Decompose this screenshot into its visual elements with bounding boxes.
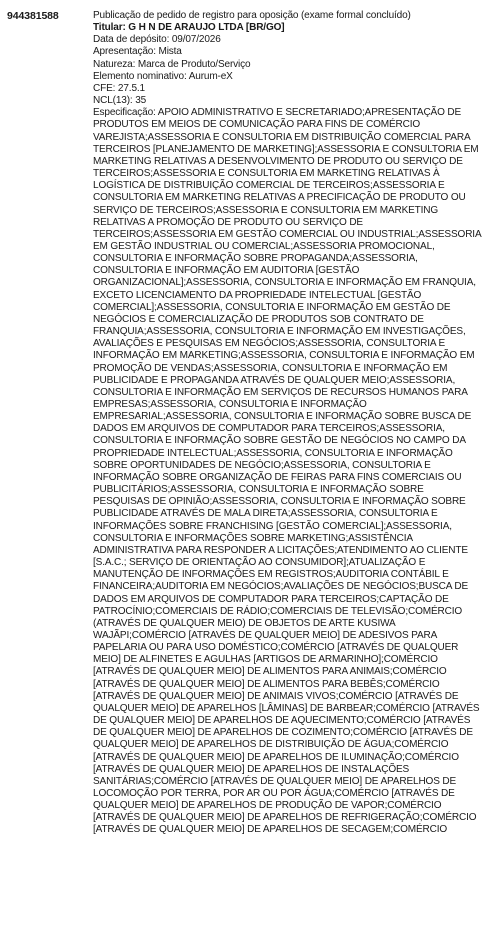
specification-line: PATROCÍNIO;COMERCIAIS DE RÁDIO;COMERCIAIS DE TELEVISÃO;COMÉRCIO (93, 605, 463, 617)
specification-line: EM GESTÃO INDUSTRIAL OU COMERCIAL;ASSESSORIA PROMOCIONAL, (93, 240, 435, 252)
cfe-code: CFE: 27.5.1 (93, 82, 145, 94)
specification-line: [S.A.C.; SERVIÇO DE ORIENTAÇÃO AO CONSUMIDOR];ATUALIZAÇÃO E (93, 557, 426, 569)
specification-line: TERCEIROS;ASSESSORIA EM GESTÃO COMERCIAL OU INDUSTRIAL;ASSESSORIA (93, 228, 482, 240)
specification-line: [ATRAVÉS DE QUALQUER MEIO] DE APARELHOS DE ILUMINAÇÃO;COMÉRCIO (93, 751, 459, 763)
process-number: 944381588 (7, 10, 59, 22)
specification-line: FINANCEIRA;AUDITORIA EM NEGÓCIOS;AVALIAÇÕES DE NEGÓCIOS;BUSCA DE (93, 581, 469, 593)
specification-line: QUALQUER MEIO] DE APARELHOS [LÂMINAS] DE BARBEAR;COMÉRCIO [ATRAVÉS (93, 702, 480, 714)
specification-line: TERCEIROS [PLANEJAMENTO DE MARKETING];ASSESSORIA E CONSULTORIA EM (93, 143, 479, 155)
specification-line: CONSULTORIA E INFORMAÇÕES SOBRE MARKETING;ASSISTÊNCIA (93, 532, 413, 544)
specification-text (93, 107, 487, 836)
specification-line: FRANQUIA;ASSESSORIA, CONSULTORIA E INFORMAÇÃO EM INVESTIGAÇÕES, (93, 326, 466, 338)
specification-line: TERCEIROS;ASSESSORIA E CONSULTORIA EM MARKETING RELATIVAS À (93, 168, 440, 180)
specification-line: CONSULTORIA E INFORMAÇÃO SOBRE PROPAGANDA;ASSESSORIA, (93, 253, 418, 265)
ncl-class: NCL(13): 35 (93, 95, 147, 107)
specification-line: [ATRAVÉS DE QUALQUER MEIO] DE ALIMENTOS PARA BEBÊS;COMÉRCIO (93, 678, 440, 690)
specification-line: ORGANIZACIONAL];ASSESSORIA, CONSULTORIA E INFORMAÇÃO EM FRANQUIA, (93, 277, 476, 289)
publication-entry (93, 10, 487, 837)
specification-line: DADOS EM ARQUIVOS DE COMPUTADOR PARA TERCEIROS;CAPTAÇÃO DE (93, 593, 449, 605)
despacho-text: Publicação de pedido de registro para oposição (exame formal concluído) (93, 10, 411, 21)
specification-line: [ATRAVÉS DE QUALQUER MEIO] DE ANIMAIS VIVOS;COMÉRCIO [ATRAVÉS DE (93, 690, 459, 702)
specification-line: MEIO] DE ALFINETES E AGULHAS [ARTIGOS DE ARMARINHO];COMÉRCIO (93, 654, 438, 666)
specification-line: EXCETO LICENCIAMENTO DA PROPRIEDADE INTELECTUAL [GESTÃO (93, 289, 422, 301)
specification-line: WAJÃPI;COMÉRCIO [ATRAVÉS DE QUALQUER MEIO] DE ADESIVOS PARA (93, 629, 438, 641)
specification-line: MANUTENÇÃO DE INFORMAÇÕES EM REGISTROS;AUDITORIA CONTÁBIL E (93, 569, 449, 581)
specification-line: SANITÁRIAS;COMÉRCIO [ATRAVÉS DE QUALQUER MEIO] DE APARELHOS DE (93, 775, 457, 787)
specification-line: CONSULTORIA E INFORMAÇÃO SOBRE GESTÃO DE NEGÓCIOS NO CAMPO DA (93, 435, 466, 447)
mark-nature: Natureza: Marca de Produto/Serviço (93, 58, 251, 70)
specification-line: PUBLICITÁRIOS;ASSESSORIA, CONSULTORIA E INFORMAÇÃO SOBRE (93, 484, 424, 496)
specification-line: SERVIÇO DE TERCEIROS;ASSESSORIA E CONSULTORIA EM MARKETING (93, 204, 439, 216)
specification-line: INFORMAÇÕES SOBRE FRANCHISING [GESTÃO COMERCIAL];ASSESSORIA, (93, 520, 452, 532)
specification-line: [ATRAVÉS DE QUALQUER MEIO] DE APARELHOS DE REFRIGERAÇÃO;COMÉRCIO (93, 812, 477, 824)
specification-line: PROPRIEDADE INTELECTUAL;ASSESSORIA, CONSULTORIA E INFORMAÇÃO (93, 447, 453, 459)
specification-line: PESQUISAS DE OPINIÃO;ASSESSORIA, CONSULTORIA E INFORMAÇÃO SOBRE (93, 496, 466, 508)
deposit-date: Data de depósito: 09/07/2026 (93, 34, 221, 46)
specification-line: PROMOÇÃO DE VENDAS;ASSESSORIA, CONSULTORIA E INFORMAÇÃO EM (93, 362, 448, 374)
specification-line: DE QUALQUER MEIO] DE APARELHOS DE AQUECIMENTO;COMÉRCIO [ATRAVÉS (93, 715, 471, 727)
specification-line: VAREJISTA;ASSESSORIA E CONSULTORIA EM DISTRIBUIÇÃO COMERCIAL PARA (93, 131, 471, 143)
specification-line: ADMINISTRATIVA PARA RESPONDER A LICITAÇÕES;ATENDIMENTO AO CLIENTE (93, 544, 468, 556)
specification-line: PAPELARIA OU PARA USO DOMÉSTICO;COMÉRCIO [ATRAVÉS DE QUALQUER (93, 642, 459, 654)
specification-line: EMPRESARIAL;ASSESSORIA, CONSULTORIA E INFORMAÇÃO SOBRE BUSCA DE (93, 411, 472, 423)
specification-line: PRODUTOS EM MEIOS DE COMUNICAÇÃO PARA FINS DE COMÉRCIO (93, 119, 421, 131)
specification-line: (ATRAVÉS DE QUALQUER MEIO) DE OBJETOS DE ARTE KUSIWA (93, 617, 396, 629)
specification-line: Especificação: APOIO ADMINISTRATIVO E SECRETARIADO;APRESENTAÇÃO DE (93, 107, 462, 119)
specification-line: SOBRE OPORTUNIDADES DE NEGÓCIO;ASSESSORIA, CONSULTORIA E (93, 459, 431, 471)
titular-text: Titular: G H N DE ARAUJO LTDA [BR/GO] (93, 22, 285, 34)
specification-line: EMPRESAS;ASSESSORIA, CONSULTORIA E INFORMAÇÃO (93, 399, 367, 410)
specification-line: CONSULTORIA E INFORMAÇÃO EM AUDITORIA [GESTÃO (93, 265, 360, 277)
specification-line: DE QUALQUER MEIO] DE APARELHOS DE COZIMENTO;COMÉRCIO [ATRAVÉS DE (93, 727, 473, 739)
specification-line: LOGÍSTICA DE DISTRIBUIÇÃO COMERCIAL DE TERCEIROS;ASSESSORIA E (93, 180, 445, 192)
specification-line: CONSULTORIA EM MARKETING RELATIVAS A PRECIFICAÇÃO DE PRODUTO OU (93, 192, 466, 204)
specification-line: INFORMAÇÃO SOBRE ORGANIZAÇÃO DE FEIRAS PARA FINS COMERCIAIS OU (93, 471, 462, 483)
specification-line: [ATRAVÉS DE QUALQUER MEIO] DE APARELHOS DE INSTALAÇÕES (93, 763, 410, 775)
specification-line: LOCOMOÇÃO POR TERRA, POR AR OU POR ÁGUA;COMÉRCIO [ATRAVÉS DE (93, 788, 455, 799)
specification-line: QUALQUER MEIO] DE APARELHOS DE PRODUÇÃO DE VAPOR;COMÉRCIO (93, 800, 442, 812)
specification-line: INFORMAÇÃO EM MARKETING;ASSESSORIA, CONSULTORIA E INFORMAÇÃO EM (93, 350, 475, 362)
specification-line: NEGÓCIOS E COMERCIALIZAÇÃO DE PRODUTOS SOB CONTRATO DE (93, 313, 424, 325)
specification-line: [ATRAVÉS DE QUALQUER MEIO] DE ALIMENTOS PARA ANIMAIS;COMÉRCIO (93, 666, 447, 678)
specification-line: [ATRAVÉS DE QUALQUER MEIO] DE APARELHOS DE SECAGEM;COMÉRCIO (93, 824, 448, 836)
specification-line: RELATIVAS A PROMOÇÃO DE PRODUTO OU SERVIÇO DE (93, 216, 363, 228)
presentation-type: Apresentação: Mista (93, 46, 182, 58)
specification-line: MARKETING RELATIVAS A DESENVOLVIMENTO DE PRODUTO OU SERVIÇO DE (93, 155, 463, 167)
specification-line: DADOS EM ARQUIVOS DE COMPUTADOR PARA TERCEIROS;ASSESSORIA, (93, 423, 445, 435)
specification-line: AVALIAÇÕES E PESQUISAS EM NEGÓCIOS;ASSESSORIA, CONSULTORIA E (93, 338, 446, 350)
nominative-element: Elemento nominativo: Aurum-eX (93, 70, 233, 82)
specification-line: QUALQUER MEIO] DE APARELHOS DE DISTRIBUIÇÃO DE ÁGUA;COMÉRCIO (93, 739, 449, 751)
specification-line: CONSULTORIA E INFORMAÇÃO EM SERVIÇOS DE RECURSOS HUMANOS PARA (93, 386, 468, 398)
specification-line: COMERCIAL];ASSESSORIA, CONSULTORIA E INFORMAÇÃO EM GESTÃO DE (93, 301, 451, 313)
specification-line: PUBLICIDADE ATRAVÉS DE MALA DIRETA;ASSESSORIA, CONSULTORIA E (93, 508, 438, 520)
specification-line: PUBLICIDADE E PROPAGANDA ATRAVÉS DE QUALQUER MEIO;ASSESSORIA, (93, 374, 456, 386)
